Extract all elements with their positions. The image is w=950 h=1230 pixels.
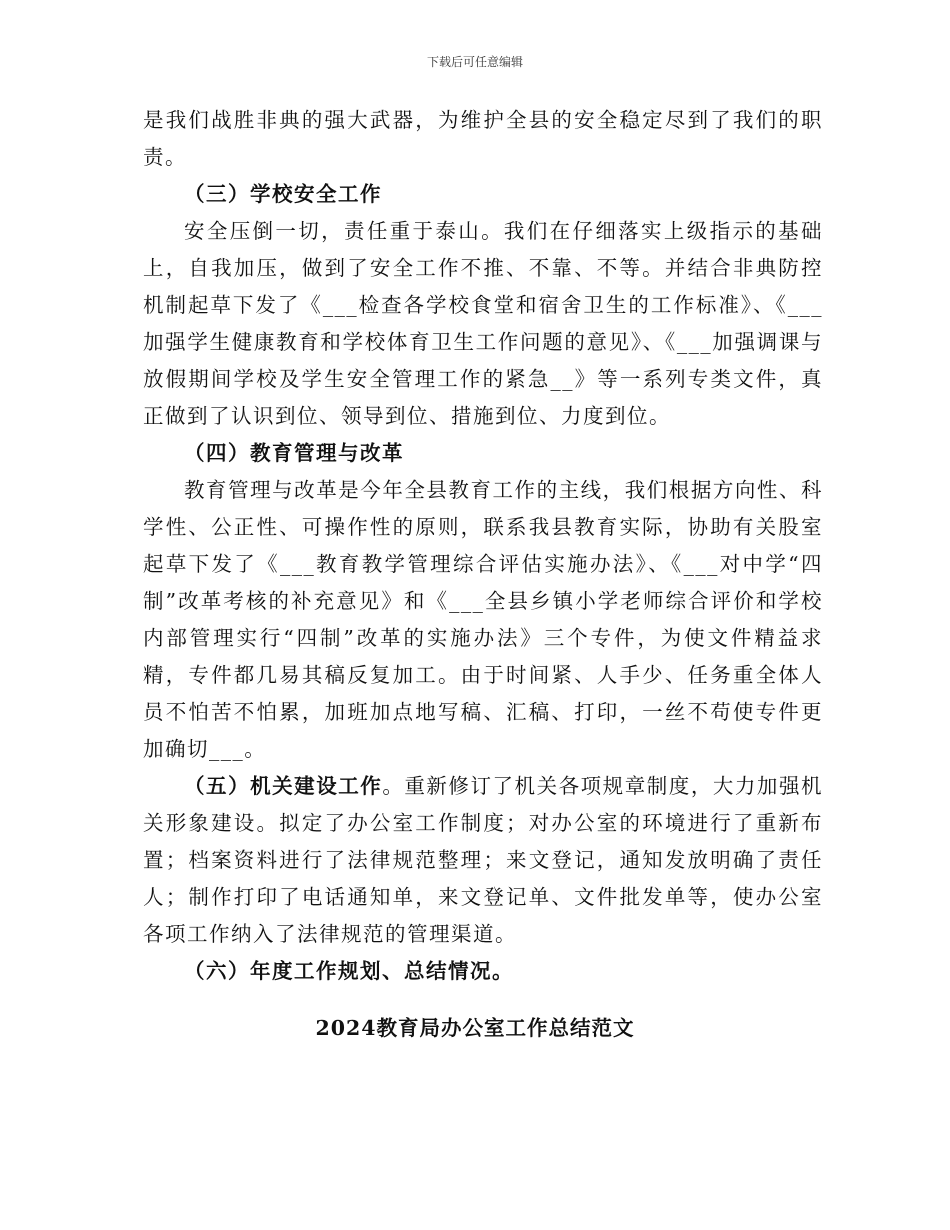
section-paragraph-5 [143, 768, 823, 953]
document-body [143, 102, 823, 990]
section-heading-4: （四）教育管理与改革 [184, 441, 404, 465]
continued-paragraph: 是我们战胜非典的强大武器，为维护全县的安全稳定尽到了我们的职责。 [143, 108, 823, 169]
section-heading-3: （三）学校安全工作 [184, 182, 382, 206]
section-paragraph-4: 教育管理与改革是今年全县教育工作的主线，我们根据方向性、科学性、公正性、可操作性的原则，联系我县教育实际，协助有关股室起草下发了《___教育教学管理综合评估实施办法》、《___对中学“四制”改革考核的补充意见》和《___全县乡镇小学老师综合评价和学校内部管理实行“四制”改革的实施办法》三个专件，为使文件精益求精，专件都几易其稿反复加工。由于时间紧、人手少、任务重全体人员不怕苦不怕累，加班加点地写稿、汇稿、打印，一丝不苟使专件更加确切___。 [143, 478, 823, 761]
header-note: 下载后可任意编辑 [426, 55, 523, 69]
section-text-5: 。重新修订了机关各项规章制度，大力加强机关形象建设。拟定了办公室工作制度；对办公室的环境进行了重新布置；档案资料进行了法律规范整理；来文登记，通知发放明确了责任人；制作打印了电话通知单，来文登记单、文件批发单等，使办公室各项工作纳入了法律规范的管理渠道。 [143, 774, 824, 946]
document-title: 2024教育局办公室工作总结范文 [315, 1016, 635, 1040]
section-paragraph-3: 安全压倒一切，责任重于泰山。我们在仔细落实上级指示的基础上，自我加压，做到了安全工作不推、不靠、不等。并结合非典防控机制起草下发了《___检查各学校食堂和宿舍卫生的工作标准》、《___加强学生健康教育和学校体育卫生工作问题的意见》、《___加强调课与放假期间学校及学生安全管理工作的紧急__》等一系列专类文件，真正做到了认识到位、领导到位、措施到位、力度到位。 [143, 219, 823, 428]
section-heading-6: （六）年度工作规划、总结情况。 [184, 959, 514, 983]
section-heading-5: （五）机关建设工作 [184, 774, 383, 798]
